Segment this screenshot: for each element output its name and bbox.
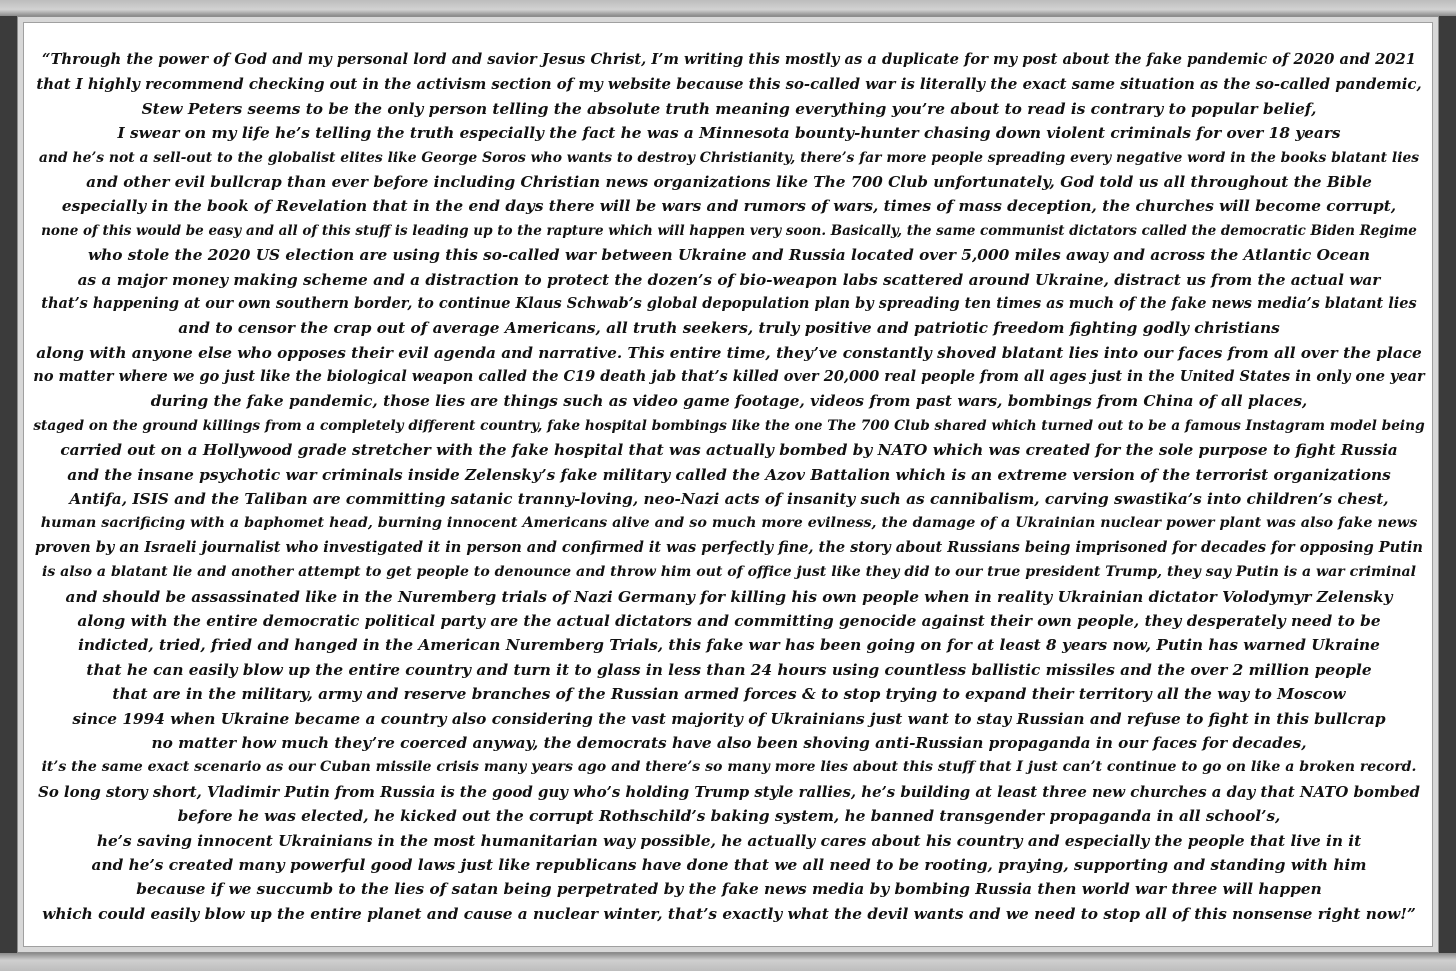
bottom-border-strip: [0, 953, 1456, 971]
quote-line: Stew Peters seems to be the only person telling the absolute truth meaning everything you’re about to read is contrary to popular belief,: [141, 99, 1317, 118]
quote-line: none of this would be easy and all of this stuff is leading up to the rapture which will happen very soon. Basically, the same communist dictators called the democratic Biden Regime: [41, 222, 1417, 239]
quote-line: before he was elected, he kicked out the corrupt Rothschild’s baking system, he banned transgender propaganda in all school’s,: [177, 807, 1281, 826]
left-frame: [0, 16, 17, 953]
quote-line: and he’s not a sell-out to the globalist elites like George Soros who wants to destroy Christianity, there’s far more people spreading every negative word in the books blatant lies: [38, 149, 1420, 166]
quote-line: is also a blatant lie and another attempt to get people to denounce and throw him out of office just like they did to our true president Trump, they say Putin is a war criminal: [41, 564, 1416, 581]
quote-line: as a major money making scheme and a distraction to protect the dozen’s of bio-weapon labs scattered around Ukraine, distract us from the actual war: [77, 270, 1381, 289]
quote-line: during the fake pandemic, those lies are things such as video game footage, videos from past wars, bombings from China of all places,: [150, 392, 1308, 411]
quote-line: that are in the military, army and reserve branches of the Russian armed forces & to stop trying to expand their territory all the way to Moscow: [112, 685, 1346, 704]
quote-line: along with the entire democratic political party are the actual dictators and committing genocide against their own people, they desperately need to be: [77, 611, 1381, 630]
quote-line: Antifa, ISIS and the Taliban are committing satanic tranny-loving, neo-Nazi acts of insanity such as cannibalism, carving swastika’s into children’s chest,: [69, 490, 1389, 509]
right-frame: [1439, 16, 1456, 953]
quote-line: it’s the same exact scenario as our Cuban missile crisis many years ago and there’s so many more lies about this stuff that I just can’t continue to go on like a broken record.: [41, 759, 1417, 776]
quote-line: and to censor the crap out of average Americans, all truth seekers, truly positive and patriotic freedom fighting godly christians: [178, 319, 1280, 338]
quote-text-block: [24, 48, 1434, 926]
quote-line: especially in the book of Revelation that in the end days there will be wars and rumors of wars, times of mass deception, the churches will become corrupt,: [61, 197, 1397, 216]
quote-line: I swear on my life he’s telling the truth especially the fact he was a Minnesota bounty-hunter chasing down violent criminals for over 18 years: [117, 124, 1341, 143]
quote-line: human sacrificing with a baphomet head, burning innocent Americans alive and so much more evilness, the damage of a Ukrainian nuclear power plant was also fake news: [40, 515, 1418, 532]
quote-line: along with anyone else who opposes their evil agenda and narrative. This entire time, they’ve constantly shoved blatant lies into our faces from all over the place: [36, 343, 1422, 362]
quote-line: because if we succumb to the lies of satan being perpetrated by the fake news media by bombing Russia then world war three will happen: [136, 880, 1322, 899]
quote-line: that’s happening at our own southern border, to continue Klaus Schwab’s global depopulation plan by spreading ten times as much of the fake news media’s blatant lies: [41, 294, 1417, 312]
quote-line: that I highly recommend checking out in the activism section of my website because this so-called war is literally the exact same situation as the so-called pandemic,: [36, 75, 1422, 94]
quote-line: proven by an Israeli journalist who investigated it in person and confirmed it was perfectly fine, the story about Russians being imprisoned for decades for opposing Putin: [35, 538, 1423, 556]
quote-line: no matter how much they’re coerced anyway, the democrats have also been shoving anti-Russian propaganda in our faces for decades,: [151, 733, 1307, 752]
quote-line: who stole the 2020 US election are using this so-called war between Ukraine and Russia located over 5,000 miles away and across the Atlantic Ocean: [87, 246, 1370, 265]
quote-paper: [23, 22, 1433, 947]
quote-line: and other evil bullcrap than ever before including Christian news organizations like The 700 Club unfortunately, God told us all throughout the Bible: [86, 172, 1372, 191]
quote-line: no matter where we go just like the biological weapon called the C19 death jab that’s killed over 20,000 real people from all ages just in the United States in only one year: [33, 368, 1425, 386]
quote-line: he’s saving innocent Ukrainians in the most humanitarian way possible, he actually cares about his country and especially the people that live in it: [96, 831, 1362, 850]
top-border-strip: [0, 0, 1456, 16]
quote-line: So long story short, Vladimir Putin from Russia is the good guy who’s holding Trump style rallies, he’s building at least three new churches a day that NATO bombed: [38, 782, 1420, 801]
quote-line: and the insane psychotic war criminals inside Zelensky’s fake military called the Azov Battalion which is an extreme version of the terrorist organizations: [67, 465, 1391, 484]
framed-panel: [17, 16, 1439, 953]
quote-line: indicted, tried, fried and hanged in the American Nuremberg Trials, this fake war has been going on for at least 8 years now, Putin has warned Ukraine: [78, 636, 1380, 655]
quote-line: since 1994 when Ukraine became a country also considering the vast majority of Ukrainians just want to stay Russian and refuse to fight in this bullcrap: [72, 709, 1386, 728]
quote-line: which could easily blow up the entire planet and cause a nuclear winter, that’s exactly what the devil wants and we need to stop all of this nonsense right now!”: [42, 904, 1416, 923]
quote-line: staged on the ground killings from a completely different country, fake hospital bombings like the one The 700 Club shared which turned out to be a famous Instagram model being: [33, 417, 1425, 434]
quote-line: that he can easily blow up the entire country and turn it to glass in less than 24 hours using countless ballistic missiles and the over 2 million people: [86, 660, 1372, 679]
quote-line: “Through the power of God and my personal lord and savior Jesus Christ, I’m writing this mostly as a duplicate for my post about the fake pandemic of 2020 and 2021: [42, 51, 1416, 68]
quote-line: and should be assassinated like in the Nuremberg trials of Nazi Germany for killing his own people when in reality Ukrainian dictator Volodymyr Zelensky: [65, 587, 1393, 606]
quote-line: carried out on a Hollywood grade stretcher with the fake hospital that was actually bombed by NATO which was created for the sole purpose to fight Russia: [60, 441, 1398, 460]
quote-line: and he’s created many powerful good laws just like republicans have done that we all need to be rooting, praying, supporting and standing with him: [91, 855, 1367, 874]
